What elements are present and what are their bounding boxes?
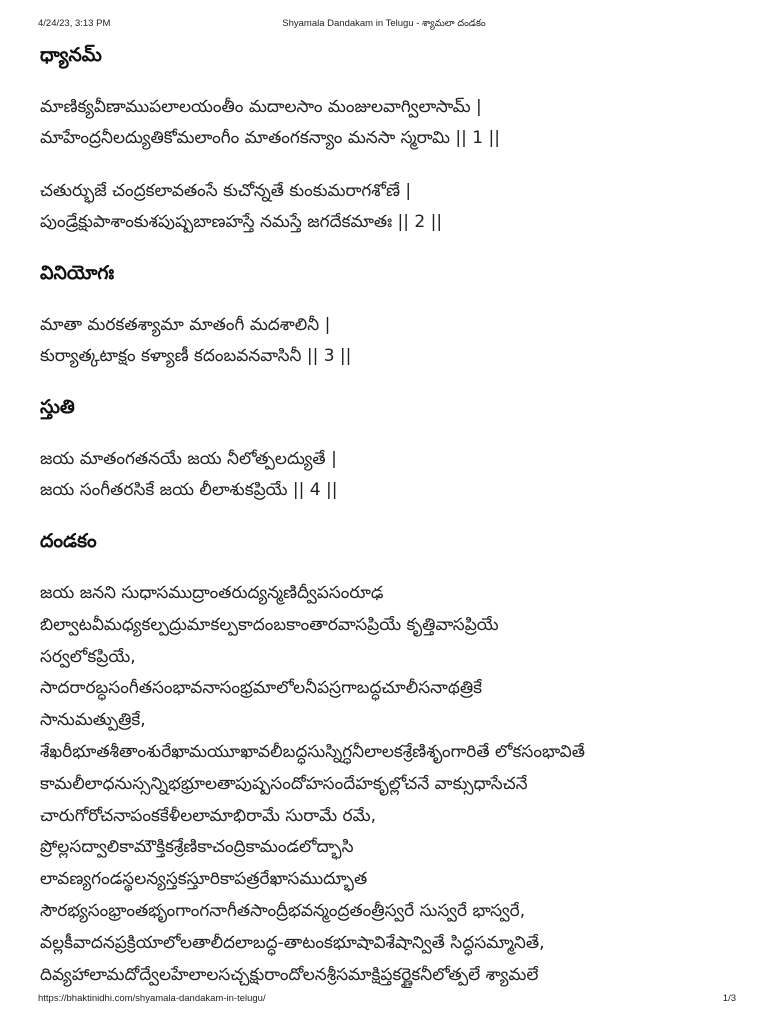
dandakam-line: వల్లకీవాదనప్రక్రియాలోలతాలీదలాబద్ధ-తాటంకభూషావిశేషాన్వితే సిద్ధసమ్మానితే, <box>40 932 545 953</box>
heading-viniyogah: వినియోగః <box>40 262 115 284</box>
print-header <box>0 18 768 32</box>
dandakam-line: కామలీలాధనుస్సన్నిభభ్రూలతాపుష్పసందోహసందేహకృల్లోచనే వాక్సుధాసేచనే <box>40 773 528 794</box>
dandakam-line: జయ జనని సుధాసముద్రాంతరుద్యన్మణిద్వీపసంరూఢ <box>40 583 384 603</box>
dandakam-line: సౌరభ్యసంభ్రాంతభృంగాంగనాగీతసాంద్రీభవన్మంద్రతంత్రీస్వరే సుస్వరే భాస్వరే, <box>40 900 526 921</box>
verse-3 <box>40 310 740 372</box>
heading-dhyanam: ధ్యానమ్ <box>40 44 102 66</box>
verse-line: కుర్యాత్కటాక్షం కళ్యాణీ కదంబవనవాసినీ || 3 || <box>40 346 352 366</box>
verse-line: చతుర్భుజే చంద్రకలావతంసే కుచోన్నతే కుంకుమరాగశోణే | <box>40 181 412 201</box>
verse-line: మాణిక్యవీణాముపలాలయంతీం మదాలసాం మంజులవాగ్విలాసామ్ | <box>40 97 482 117</box>
dandakam-line: బిల్వాటవీమధ్యకల్పద్రుమాకల్పకాదంబకాంతారవాసప్రియే కృత్తివాసప్రియే <box>40 614 499 635</box>
verse-line: మాహేంద్రనీలద్యుతికోమలాంగీం మాతంగకన్యాం మనసా స్మరామి || 1 || <box>40 128 500 148</box>
heading-stuti: స్తుతి <box>40 396 75 418</box>
dandakam-line: శేఖరీభూతశీతాంశురేఖామయూఖావలీబద్ధసుస్నిగ్ధనీలాలకశ్రేణిశృంగారితే లోకసంభావితే <box>40 741 585 762</box>
dandakam-line: ప్రోల్లసద్వాలికామౌక్తికశ్రేణికాచంద్రికామండలోద్భాసి <box>40 837 354 858</box>
page-url-link[interactable]: https://bhaktinidhi.com/shyamala-dandakam-in-telugu/ <box>38 993 266 1004</box>
verse-line: పుండ్రేక్షుపాశాంకుశపుష్పబాణహస్తే నమస్తే జగదేకమాతః || 2 || <box>40 212 443 232</box>
print-footer <box>0 993 768 1007</box>
verse-4 <box>40 444 740 506</box>
heading-dandakam: దండకం <box>40 530 97 552</box>
dandakam-line: సానుమత్పుత్రికే, <box>40 710 146 731</box>
dandakam-line: లావణ్యగండస్థలన్యస్తకస్తూరికాపత్రరేఖాసముద్భూత <box>40 869 368 890</box>
page-number: 1/3 <box>722 993 736 1004</box>
verse-line: మాతా మరకతశ్యామా మాతంగీ మదశాలినీ | <box>40 315 331 335</box>
dandakam-line: సర్వలోకప్రియే, <box>40 646 136 667</box>
verse-line: జయ మాతంగతనయే జయ నీలోత్పలద్యుతే | <box>40 449 337 469</box>
dandakam-text <box>40 578 740 991</box>
print-title: Shyamala Dandakam in Telugu - శ్యామలా దండకం <box>282 18 486 29</box>
verse-line: జయ సంగీతరసికే జయ లీలాశుకప్రియే || 4 || <box>40 480 338 500</box>
verse-1 <box>40 92 740 154</box>
dandakam-line: చారుగోరోచనాపంకకేళీలలామాభిరామే సురామే రమే, <box>40 805 377 826</box>
dandakam-line: దివ్యహాలామదోద్వేలహేలాలసచ్చక్షురాందోలనశ్రీసమాక్షిప్తకర్ణైకనీలోత్పలే శ్యామలే <box>40 964 539 985</box>
document-body <box>40 40 740 991</box>
verse-2 <box>40 176 740 238</box>
print-datetime: 4/24/23, 3:13 PM <box>38 18 111 29</box>
dandakam-line: సాదరారబ్ధసంగీతసంభావనాసంభ్రమాలోలనీపస్రగాబద్ధచూలీసనాథత్రికే <box>40 678 483 699</box>
